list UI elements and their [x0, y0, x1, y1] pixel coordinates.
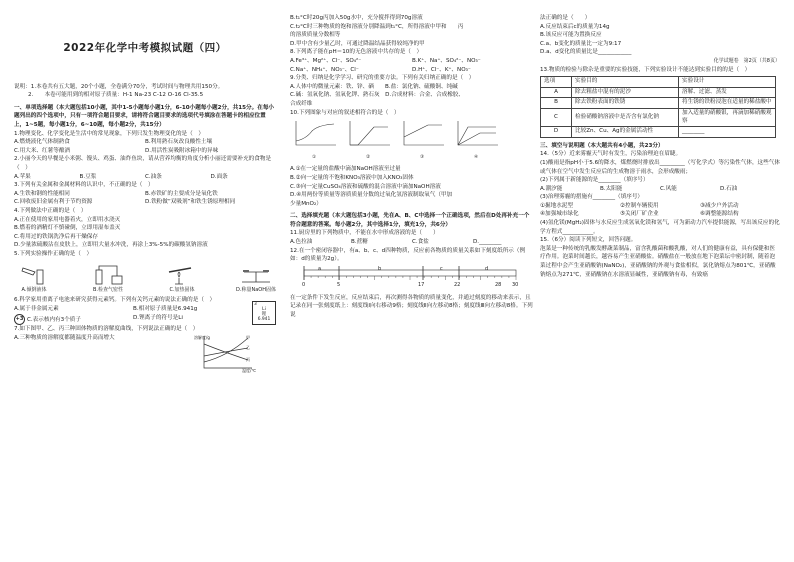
q1-option-b: B.利用熟石灰改良酸性土壤 [145, 139, 213, 146]
question-11: 11.厨房里的下列物质中，不能在水中形成溶液的是（ ） [290, 230, 439, 237]
q8-option-a: A.Fe³⁺、Mg²⁺、Cl⁻、SO₄²⁻ [290, 57, 362, 64]
q10-option-a: A.①在一定量的盐酸中滴加NaOH溶液至过量 [290, 166, 401, 173]
q14-3-option-1: ①掘地水泥型 [540, 202, 573, 209]
tick-28: 28 [495, 281, 502, 288]
tick-5: 5 [337, 281, 341, 288]
q12-option-a: A.反应结束后c的质量为14g [540, 23, 610, 30]
question-8: 8.下列离子能在pH＝10的无色溶液中共存的是（ ） [290, 49, 423, 56]
q7-option-c: C.t₂°C时三种物质的饱和溶液分别降温到t₁°C，所得溶液中甲和 丙 [290, 23, 464, 30]
label-b: b [378, 265, 382, 272]
q11-option-c: C.食盐 [412, 239, 429, 246]
q5-figure-a-label: A.倾倒液体 [21, 286, 47, 293]
section-2-intro: 二、选择填充题（本大题包括3小题，先在A、B、C中选择一个正确选项，然后在D处再补充一个符合题意的答案。每小题2分，其中选择1分，填充1分，共6分） [290, 213, 530, 228]
table-cell: 比较Zn、Cu、Ag的金属活动性 [572, 127, 679, 138]
table-header: 实验目的 [572, 77, 679, 88]
q14-part-2: (2)下列属于新能源的是________（填序号） [540, 177, 649, 184]
q14-3-option-3: ③减少户外活动 [700, 202, 739, 209]
table-cell: 溶解、过滤、蒸发 [679, 87, 776, 98]
q9-option-cd: C.碱：氢氧化钠、氢氧化钾、熟石灰 D.合成材料：合金、合成橡胶、 [290, 92, 464, 99]
q1-option-c: C.用大米、红薯等酿酒 [14, 147, 71, 154]
q14-2-option-b: B.太阳能 [600, 185, 623, 192]
q3-option-b: B.赤铁矿的主要成分是氧化铁 [145, 190, 218, 197]
q14-part-4: (4)氢化镁(MgH₂)固体与水反应生成氢氧化镁和氢气，可为新动力汽车提供能源，写出该反应的化学方程式___________。 [540, 220, 780, 235]
q4-option-c: C.将用过的铁锅洗净后再干燥保存 [14, 233, 98, 240]
q6-option-b: B.相对原子质量是6.941g [133, 306, 198, 313]
q12-description: 在一定条件下发生反应，反应结束后，再次测得各物质的质量变化，并通过刻度的移动来表示，且记录在同一张刻度纸上：刻度线Ⅰ向右移动9格；刻度线Ⅱ向左移动8格；刻度线Ⅲ向左移动8格。下列说 [290, 294, 533, 319]
section-3-title: 三、填空与说明题（本大题共有4小题，共23分） [540, 142, 664, 149]
q4-option-a: A.正在使用的家用电器着火，立即用水浇灭 [14, 216, 121, 223]
q14-2-option-d: D.石油 [720, 185, 738, 192]
q5-figure-d-label: D.称量NaOH固体 [236, 286, 276, 293]
tick-22: 22 [454, 281, 461, 288]
q10-option-b: B.②向一定量的不饱和KNO₃溶液中加入KNO₃固体 [290, 174, 414, 181]
q7-option-d: D.甲中含有少量乙时，可通过降温结晶获得较纯净的甲 [290, 40, 425, 47]
q5-figure-c [162, 264, 202, 295]
q2-option-b: B.豆浆 [79, 173, 97, 180]
question-2: 2.小丽今天的早餐是小米粥、馒头、鸡蛋、油炸鱼块，请从营养均衡的角度分析小丽还需要补充的食物是（ ） [14, 156, 272, 171]
table-cell: C [541, 108, 572, 126]
series-jia: 甲 [246, 334, 250, 340]
q14-3-option-2: ②控制车辆使用 [620, 202, 659, 209]
q8-option-b: B.K⁺、Na⁺、SO₄²⁻、NO₃⁻ [412, 57, 481, 64]
pour-liquid-icon [19, 264, 49, 286]
label-c: c [440, 265, 443, 272]
q3-option-c: C.回收废旧金属有利于节约资源 [14, 199, 93, 206]
column-1 [14, 14, 276, 374]
q11-option-a: A.色拉油 [290, 239, 313, 246]
note-1: 说明：1.本卷共有五大题，20个小题，全卷满分70分，考试时间与物理共用150分。 [14, 83, 224, 90]
graph-xlabel: 温度/℃ [242, 368, 256, 374]
balance-scale-icon [238, 264, 274, 286]
table-header-row [541, 77, 776, 88]
table-row [541, 98, 776, 109]
experiment-table [540, 76, 776, 138]
q4-option-d: D.少量浓硫酸沾在皮肤上，立即用大量水冲洗，再涂上3%-5%的碳酸氢钠溶液 [14, 242, 208, 249]
table-row [541, 108, 776, 126]
q7-option-c-cont: 的溶质质量分数相等 [290, 32, 341, 39]
question-13: 13.物质的检验与除杂是重要的实验技能，下列实验设计不能达到实验目的的是（ ） [540, 66, 751, 73]
table-cell: 加入适量的硝酸银，再滴加稀硝酸观察 [679, 108, 776, 126]
element-mass: 6.941 [257, 317, 271, 323]
q5-figure-d [236, 264, 276, 295]
q10-graph-4 [452, 119, 500, 162]
scale-ruler [290, 266, 534, 292]
q3-option-d: D.铁粉做“双吸剂”和铁生锈原理相同 [145, 199, 236, 206]
q14-3-option-5: ⑤关闭厂矿企业 [620, 211, 659, 218]
question-12: 12.在一个密闭容器中，有a、b、c、d四种物质，反应前各物质的质量关系如下刻度纸所示（例如：d的质量为2g）。 [290, 247, 526, 263]
question-3: 3.下列有关金属和金属材料的认识中，不正确的是（ ） [14, 182, 154, 189]
q12-continued: 法正确的是（ ） [540, 15, 591, 21]
q9-option-ab: A.人体中的微量元素：铁、锌、硒 B.盐：氯化钠、硫酸铜、纯碱 [290, 83, 458, 90]
graph-3-label: ③ [419, 154, 425, 160]
q10-graphs [290, 119, 534, 162]
graph-4-label: ④ [473, 154, 479, 160]
table-cell: 除去粗盐中混有的泥沙 [572, 87, 679, 98]
q5-figure-b [88, 264, 128, 295]
q5-figure-c-label: C.加热固体 [169, 286, 195, 293]
page-footer: 化学试题卷 第2页（共8页） [713, 57, 780, 64]
q14-2-option-c: C.风能 [660, 185, 677, 192]
q5-figure-b-label: B.检查气密性 [92, 286, 124, 293]
q7-option-b: B.t₁°C时20g丙加入50g水中，充分搅拌得到70g溶液 [290, 15, 423, 21]
q5-figures [14, 260, 276, 294]
label-d: d [485, 265, 489, 272]
question-4: 4.下列做法中正确的是（ ） [14, 207, 87, 214]
table-cell: 将生锈的铁粉浸泡在适量的稀盐酸中 [679, 98, 776, 109]
q3-option-a: A.生铁和钢的性能相同 [14, 190, 70, 197]
table-cell: D [541, 127, 572, 138]
table-cell: A [541, 87, 572, 98]
q14-3-option-4: ④加强城市绿化 [540, 211, 579, 218]
q1-option-a: A.燃烧液化气体制熟食 [14, 139, 70, 146]
table-cell: 除去铁粉表面的铁锈 [572, 98, 679, 109]
q10-option-d: D.④用两份等质量等溶质质量分数的过氧化氢溶液制取氧气（甲加 [290, 192, 453, 199]
label-a: a [318, 265, 322, 272]
column-3 [540, 14, 780, 297]
q10-option-d-cont: 少量MnO₂） [290, 200, 322, 207]
element-name: 锂 [261, 312, 267, 318]
q10-graph-1 [290, 119, 338, 162]
tick-0: 0 [302, 281, 306, 288]
table-row [541, 127, 776, 138]
graph-1-label: ① [311, 154, 317, 160]
element-symbol: Li [262, 307, 266, 313]
graph-ylabel: 溶解度/g [194, 334, 210, 340]
q8-option-c: C.Na⁺、NH₄⁺、NO₃⁻、Cl⁻ [290, 66, 359, 73]
q7-option-a: A.三种物质的溶解度都随温度升高而增大 [14, 334, 115, 341]
q12-option-b: B.该反应可能为置换反应 [540, 32, 602, 39]
tick-17: 17 [418, 281, 425, 288]
series-bing: 丙 [246, 356, 250, 362]
question-14: 14.（5分）近来雾霾天气时有发生，污染治理迫在眉睫。 [540, 151, 682, 158]
q6-option-d: D.锂离子的符号是Li [133, 314, 183, 321]
table-cell: B [541, 98, 572, 109]
airtight-check-icon [91, 264, 125, 286]
q10-option-c: C.③向一定量CuSO₄溶液和硫酸的混合溶液中滴加NaOH溶液 [290, 183, 441, 190]
question-9: 9.分类、归纳是化学学习、研究的重要方法。下列有关归纳正确的是（ ） [290, 75, 475, 82]
q14-part-3: (3)治理雾霾的措施有________（填序号） [540, 194, 644, 201]
heat-solid-icon [165, 264, 199, 286]
question-6: 6.科学家用重离子电池来研究获得元素钙。下列有关钙元素的说法正确的是（ ） [14, 297, 216, 304]
section-1-intro: 一、单项选择题（本大题包括10小题，其中1-5小题每小题1分，6-10小题每小题2分，共15分。在每小题列出的四个选项中，只有一项符合题目要求，请将符合题目要求的选项代号填涂在答题卡的相应位置上，1~5题，每小题1分，6~10题，每小题2分，共15分） [14, 104, 275, 128]
q11-option-d: D.________ [473, 239, 502, 246]
q15-passage: 泡菜是一种传统的乳酸发酵蔬菜制品，富含乳酸菌和酸乳酸，对人们的健康有益，具有保健和医疗作用。泡菜时间越长，越容易产生亚硝酸盐。硝酸盐在一般放在地下泡菜坛中密封制，随着泡菜过程中会产生亚硝酸钠(NaNO₂)，亚硝酸钠的外观与食盐相似，氯化钠熔点为801℃，亚硝酸钠熔点为271℃，亚硝酸钠在水溶液显碱性，亚硝酸钠有毒，有致癌 [540, 245, 776, 278]
q14-part-1: (1)酸雨是指pH小于5.6的降水，煤燃烧时排放出_________（写化学式）等污染性气体，这些气体或气体在空气中发生反应后的生成物溶于雨水，会形成酸雨； [540, 159, 780, 175]
q10-graph-3 [398, 119, 446, 162]
q4-option-b: B.燃着的酒精灯不慎碰倒，立即用湿布盖灭 [14, 225, 121, 232]
element-number: 3 [254, 302, 257, 308]
question-10: 10.下列图象与对应的叙述相符合的是（ ） [290, 109, 400, 116]
q2-option-a: A.苹果 [14, 173, 31, 180]
table-cell: 检验硝酸钠溶液中是否含有氯化钠 [572, 108, 679, 126]
series-yi: 乙 [246, 344, 250, 350]
q12-option-d: D.a、d变化的质量比是____________ [540, 49, 632, 56]
table-header: 实验设计 [679, 77, 776, 88]
q5-figure-a [14, 264, 54, 295]
tick-30: 30 [512, 281, 519, 288]
question-5: 5.下列实验操作正确的是（ ） [14, 250, 93, 257]
note-2: 2. 本卷可能用到的相对原子质量：H-1 Na-23 C-12 O-16 Cl-35.5 [28, 92, 204, 99]
table-header: 选项 [541, 77, 572, 88]
q6-option-c: C.表示核内有3个质子 [27, 316, 81, 323]
ion-circle-icon: +3 [14, 314, 25, 325]
element-box [252, 301, 276, 325]
q14-3-option-6: ⑥调整能源结构 [700, 211, 739, 218]
q8-option-d: D.H⁺、Cl⁻、K⁺、NO₃⁻ [412, 66, 471, 73]
q2-option-c: C.油条 [145, 173, 162, 180]
q9-option-d-cont: 合成纤维 [290, 100, 313, 107]
column-2 [290, 14, 534, 320]
table-cell: ________ [679, 127, 776, 138]
q12-option-c: C.a、b变化的质量比一定为9:17 [540, 40, 622, 47]
graph-2-label: ② [365, 154, 371, 160]
table-row [541, 87, 776, 98]
q1-option-d: D.用活性炭吸附冰箱中的异味 [145, 147, 219, 154]
q2-option-d: D.面条 [210, 173, 228, 180]
q6-option-a: A.属于非金属元素 [14, 306, 59, 313]
q11-option-b: B.蔗糖 [351, 239, 368, 246]
question-1: 1.物理变化、化学变化是生活中的常见现象，下列只发生物理变化的是（ ） [14, 130, 204, 137]
q10-graph-2 [344, 119, 392, 162]
page-title: 2022年化学中考模拟试题（四） [63, 42, 227, 54]
solubility-graph [194, 334, 256, 374]
q14-2-option-a: A.潮汐能 [540, 185, 563, 192]
question-7: 7.如下图甲、乙、丙三种固体物质的溶解度曲线，下列说法正确的是（ ） [14, 326, 199, 333]
question-15: 15.（6分）阅读下列短文，回答问题。 [540, 237, 637, 244]
